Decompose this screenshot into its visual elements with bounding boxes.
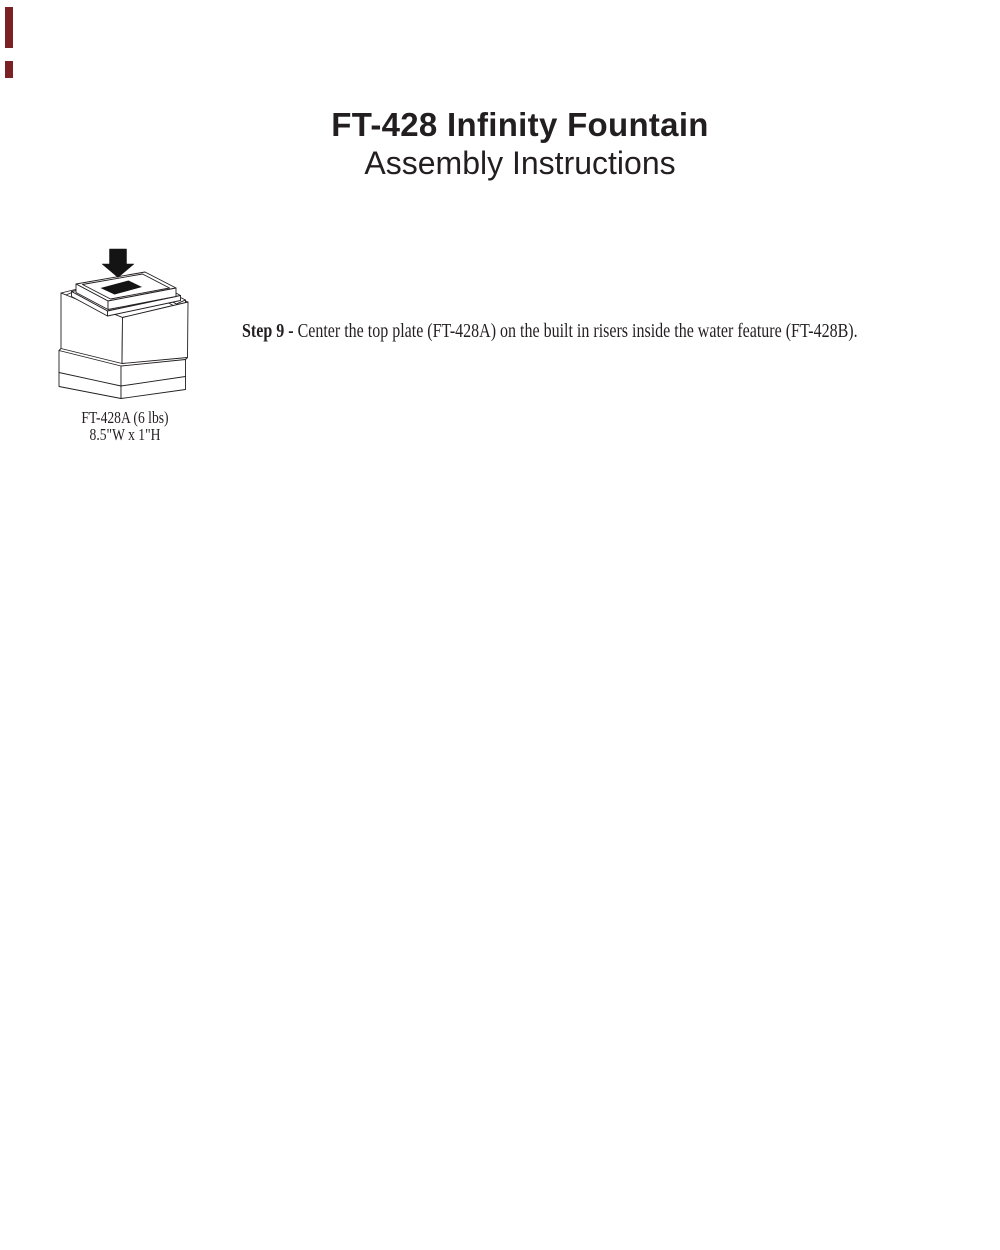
down-arrow-icon bbox=[102, 249, 134, 278]
step-instruction bbox=[242, 318, 858, 344]
part-number-label: FT-428A (6 lbs) bbox=[81, 408, 169, 427]
document-title bbox=[40, 106, 1000, 182]
scan-artifact-mark bbox=[5, 61, 13, 78]
scan-artifact-mark bbox=[5, 7, 13, 48]
page-subtitle: Assembly Instructions bbox=[364, 145, 676, 181]
step-number-label: Step 9 - bbox=[242, 320, 294, 342]
assembly-diagram bbox=[55, 245, 205, 405]
part-dimensions-label: 8.5"W x 1"H bbox=[89, 424, 161, 444]
figure-caption bbox=[55, 410, 195, 443]
base-right-face bbox=[121, 360, 186, 399]
page-title: FT-428 Infinity Fountain bbox=[331, 106, 709, 143]
step-instruction-text: Center the top plate (FT-428A) on the built in risers inside the water feature (FT-428B). bbox=[297, 320, 858, 342]
